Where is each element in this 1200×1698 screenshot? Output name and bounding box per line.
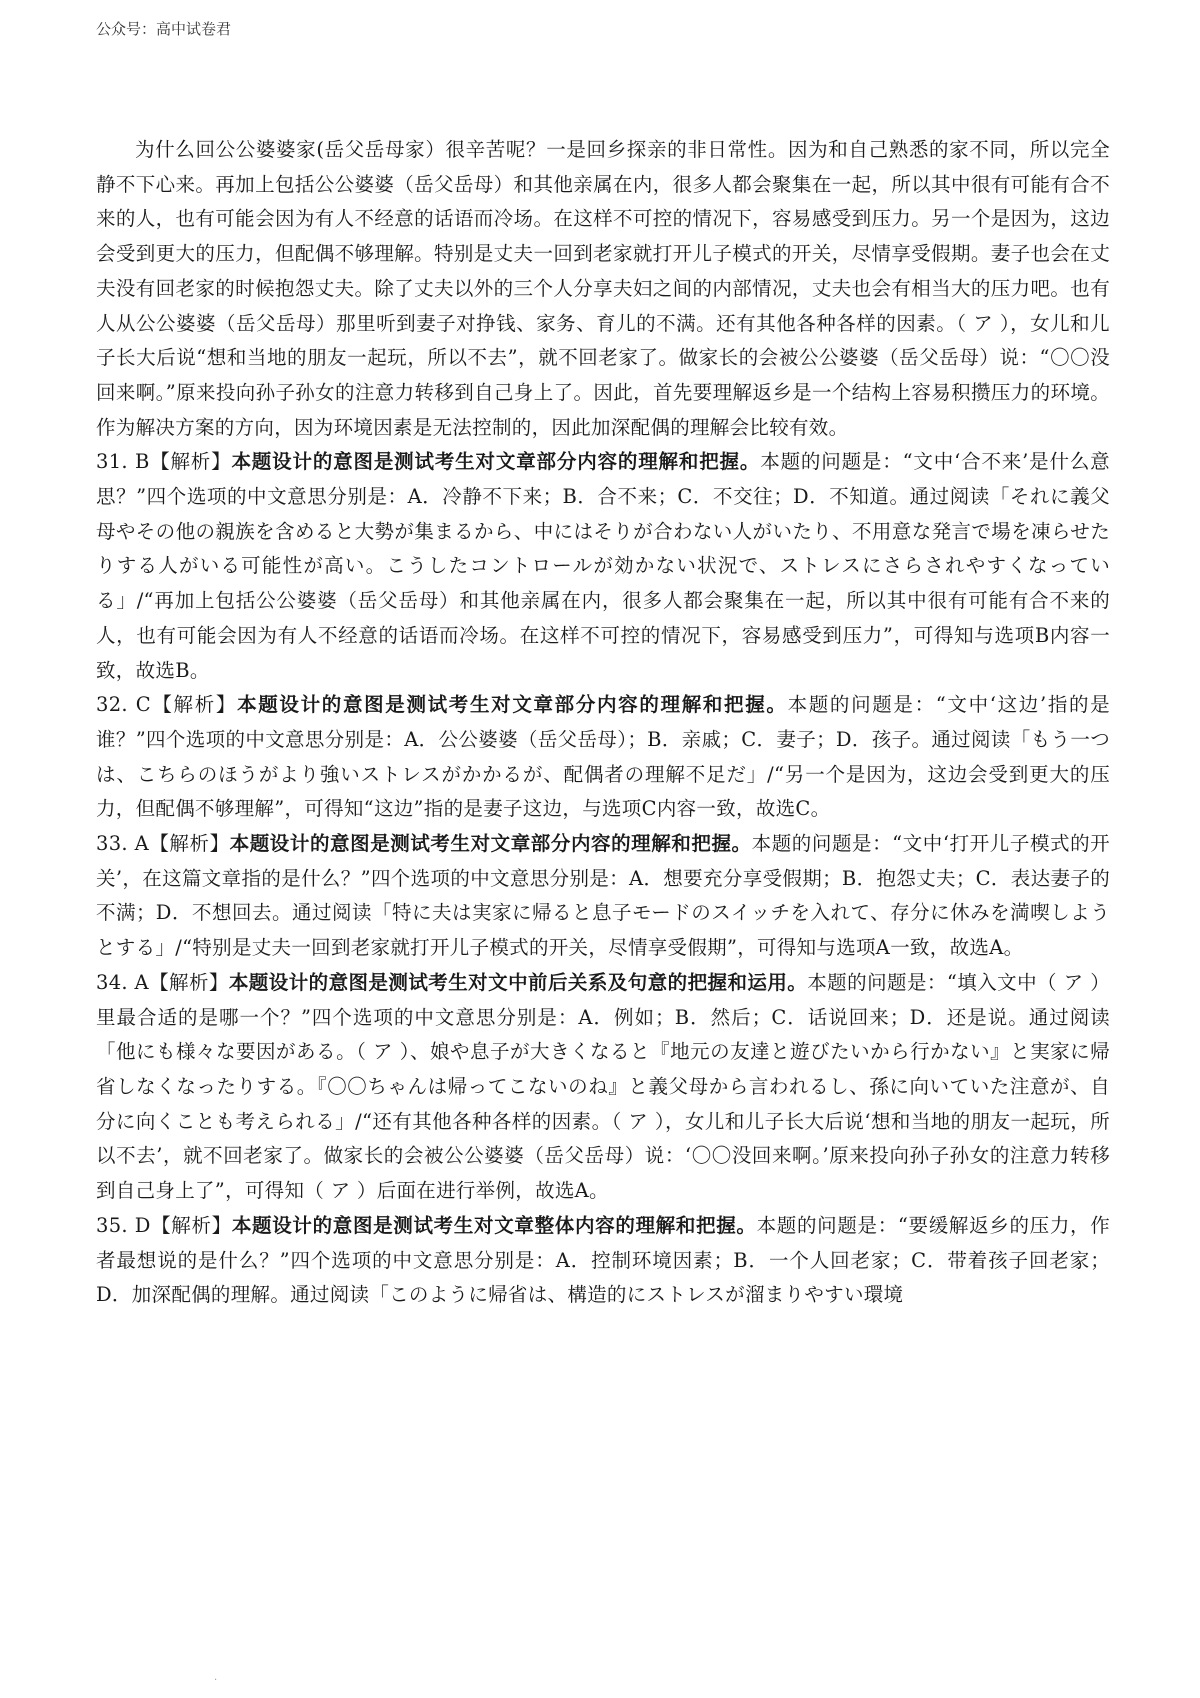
answer-label: 35. D【解析】 — [96, 1213, 232, 1237]
answer-intent: 本题设计的意图是测试考生对文章整体内容的理解和把握。 — [231, 1213, 757, 1237]
answer-label: 31. B【解析】 — [96, 450, 232, 474]
passage-translation: 为什么回公公婆婆家(岳父岳母家）很辛苦呢？一是回乡探亲的非日常性。因为和自己熟悉的家不同，所以完全静不下心来。再加上包括公公婆婆（岳父岳母）和其他亲属在内，很多人都会聚集在一起，所以其中很有可能有合不来的人，也有可能会因为有人不经意的话语而冷场。在这样不可控的情况下，容易感受到压力。另一个是因为，这边会受到更大的压力，但配偶不够理解。特别是丈夫一回到老家就打开儿子模式的开关，尽情享受假期。妻子也会在丈夫没有回老家的时候抱怨丈夫。除了丈夫以外的三个人分享夫妇之间的内部情况，丈夫也会有相当大的压力吧。也有人从公公婆婆（岳父岳母）那里听到妻子对挣钱、家务、育儿的不满。还有其他各种各样的因素。（ ア ），女儿和儿子长大后说“想和当地的朋友一起玩，所以不去”，就不回老家了。做家长的会被公公婆婆（岳父岳母）说：“〇〇没回来啊。”原来投向孙子孙女的注意力转移到自己身上了。因此，首先要理解返乡是一个结构上容易积攒压力的环境。作为解决方案的方向，因为环境因素是无法控制的，因此加深配偶的理解会比较有效。 — [96, 138, 1110, 439]
answer-label: 33. A【解析】 — [96, 832, 230, 856]
answer-explanation: 本题的问题是：“要缓解返乡的压力，作者最想说的是什么？”四个选项的中文意思分别是：A．控制环境因素；B．一个人回老家；C．带着孩子回老家；D．加深配偶的理解。通过阅读「このように帰省は、構造的にストレスが溜まりやすい環境 — [96, 1213, 1110, 1307]
answer-label: 32. C【解析】 — [96, 693, 238, 717]
answer-31 — [96, 445, 1110, 688]
answer-intent: 本题设计的意图是测试考生对文中前后关系及句意的把握和运用。 — [228, 970, 808, 994]
answer-intent: 本题设计的意图是测试考生对文章部分内容的理解和把握。 — [229, 832, 752, 856]
answer-explanation: 本题的问题是：“文中‘打开儿子模式的开关’，在这篇文章指的是什么？”四个选项的中文意思分别是：A．想要充分享受假期；B．抱怨丈夫；C．表达妻子的不满；D．不想回去。通过阅读「特に夫は実家に帰ると息子モードのスイッチを入れて、存分に休みを満喫しようとする」/“特别是丈夫一回到老家就打开儿子模式的开关，尽情享受假期”，可得知与选项A一致，故选A。 — [96, 832, 1110, 960]
page-footer-mark: . — [214, 1672, 218, 1683]
answer-35 — [96, 1209, 1110, 1313]
source-header: 公众号：高中试卷君 — [96, 20, 232, 38]
answer-33 — [96, 827, 1110, 966]
answer-intent: 本题设计的意图是测试考生对文章部分内容的理解和把握。 — [231, 450, 761, 474]
answer-explanation: 本题的问题是：“填入文中（ ア ）里最合适的是哪一个？”四个选项的中文意思分别是：A．例如；B．然后；C．话说回来；D．还是说。通过阅读「他にも様々な要因がある。（ ア ）、娘や息子が大きくなると『地元の友達と遊びたいから行かない』と実家に帰省しなくなったりする。『〇〇ちゃんは帰ってこないのね』と義父母から言われるし、孫に向いていた注意が、自分に向くことも考えられる」/“还有其他各种各样的因素。（ ア ），女儿和儿子长大后说‘想和当地的朋友一起玩，所以不去’，就不回老家了。做家长的会被公公婆婆（岳父岳母）说：‘〇〇没回来啊。’原来投向孙子孙女的注意力转移到自己身上了”，可得知（ ア ）后面在进行举例，故选A。 — [96, 970, 1110, 1203]
answer-explanation: 本题的问题是：“文中‘这边’指的是谁？”四个选项的中文意思分别是：A．公公婆婆（岳父岳母）；B．亲戚；C．妻子；D．孩子。通过阅读「もう一つは、こちらのほうがより強いストレスがかかるが、配偶者の理解不足だ」/“另一个是因为，这边会受到更大的压力，但配偶不够理解”，可得知“这边”指的是妻子这边，与选项C内容一致，故选C。 — [96, 693, 1110, 821]
document-body — [96, 133, 1110, 1313]
answer-intent: 本题设计的意图是测试考生对文章部分内容的理解和把握。 — [237, 693, 788, 717]
answer-32 — [96, 688, 1110, 827]
answer-explanation: 本题的问题是：“文中‘合不来’是什么意思？”四个选项的中文意思分别是：A．冷静不下来；B．合不来；C．不交往；D．不知道。通过阅读「それに義父母やその他の親族を含めると大勢が集まるから、中にはそりが合わない人がいたり、不用意な発言で場を凍らせたりする人がいる可能性が高い。こうしたコントロールが効かない状況で、ストレスにさらされやすくなっている」/“再加上包括公公婆婆（岳父岳母）和其他亲属在内，很多人都会聚集在一起，所以其中很有可能有合不来的人，也有可能会因为有人不经意的话语而冷场。在这样不可控的情况下，容易感受到压力”，可得知与选项B内容一致，故选B。 — [96, 450, 1110, 682]
answer-34 — [96, 966, 1110, 1209]
answer-label: 34. A【解析】 — [96, 970, 229, 994]
